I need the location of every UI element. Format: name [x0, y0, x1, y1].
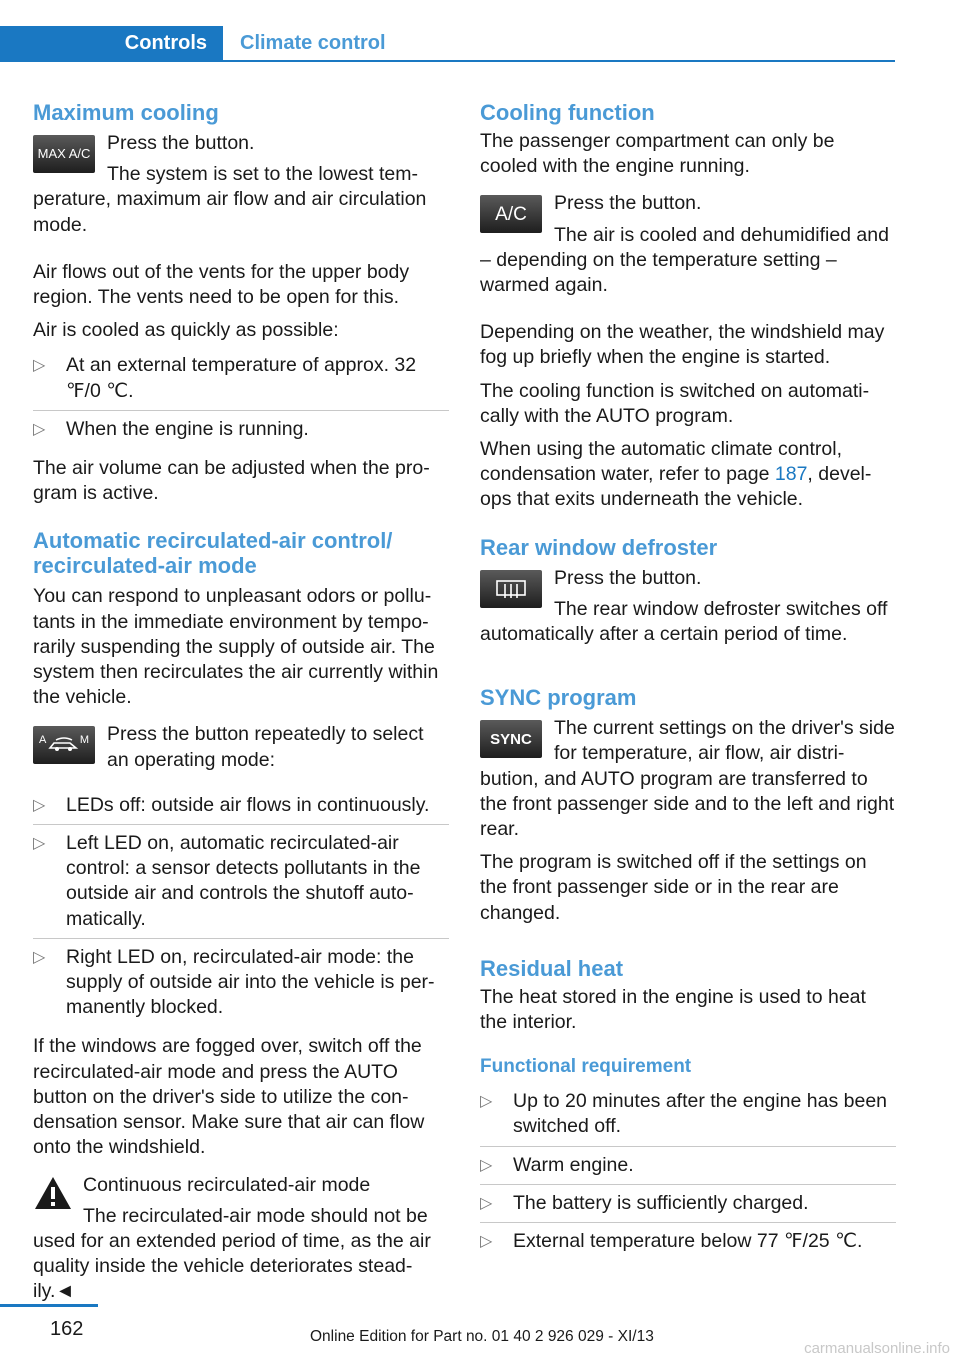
warning-triangle-icon [33, 1175, 73, 1211]
bullet-triangle-icon: ▷ [480, 1233, 493, 1251]
max-cooling-p1: Air flows out of the vents for the upper body region. The vents need to be open for this. [33, 260, 410, 309]
recirc-p2: If the windows are fogged over, switch off the recirculated-air mode and press the AUTO button on the driver's side to utilize the con‐densation sensor. Make sure that air can flow onto the windshield. [33, 1035, 425, 1159]
tab-controls[interactable]: Controls [0, 26, 223, 62]
warning-block [33, 1173, 449, 1313]
defroster-row [480, 566, 896, 656]
max-ac-intro-2: The system is set to the lowest tem‐perature, maximum air flow and air circulation mode. [33, 163, 427, 236]
bullet-triangle-icon: ▷ [33, 357, 46, 375]
recirc-list [33, 791, 449, 1027]
car-recirc-icon [46, 736, 82, 754]
list-item: ▷ Right LED on, recirculated-air mode: the supply of outside air into the vehicle is per‐manently blocked. [33, 938, 449, 1027]
sync-intro: The current settings on the driver's side for temperature, air flow, air distri‐bution, and AUTO program are transferred to the front passenger side and to the left and right rear. [480, 717, 895, 841]
list-item: ▷ Up to 20 minutes after the engine has been switched off. [480, 1090, 888, 1138]
bullet-triangle-icon: ▷ [33, 420, 46, 438]
cooling-p3: The cooling function is switched on automati‐cally with the AUTO program. [480, 379, 870, 427]
left-column [33, 100, 449, 1313]
section-title-max-cooling: Maximum cooling [33, 100, 219, 125]
bullet-triangle-icon: ▷ [33, 948, 46, 966]
section-title-defroster: Rear window defroster [480, 534, 718, 560]
defroster-intro-2: The rear window defroster switches off automatically after a certain period of time. [480, 597, 888, 646]
page-header [0, 0, 960, 62]
bullet-triangle-icon: ▷ [33, 796, 46, 814]
max-ac-button-icon: MAX A/C [33, 135, 95, 173]
page-number: 162 [50, 1318, 84, 1340]
defroster-button-icon [480, 570, 542, 608]
residual-p1: The heat stored in the engine is used to heat the interior. [480, 985, 866, 1034]
recirc-button-icon: A M [33, 726, 95, 764]
bullet-triangle-icon: ▷ [480, 1194, 493, 1212]
cooling-p2: Depending on the weather, the windshield may fog up briefly when the engine is started. [480, 321, 885, 369]
bullet-triangle-icon: ▷ [480, 1156, 493, 1174]
section-title-residual: Residual heat [480, 955, 624, 981]
cooling-p4: When using the automatic climate control, condensation water, refer to page 187, devel‐ops that exits underneath the vehicle. [480, 438, 872, 511]
watermark: carmanualsonline.info [804, 1340, 950, 1357]
ac-intro-2: The air is cooled and dehumidified and – depending on the temperature setting – warmed again. [480, 223, 889, 297]
bullet-triangle-icon: ▷ [480, 1093, 493, 1111]
list-item: ▷ External temperature below 77 ℉/25 ℃. [480, 1222, 896, 1260]
list-item: ▷ Left LED on, automatic recirculated-air control: a sensor detects pollutants in the outside air and controls the shutoff auto‐matically. [33, 824, 449, 938]
header-rule [223, 60, 895, 62]
sync-button-icon: SYNC [480, 720, 542, 758]
max-cooling-p3: The air volume can be adjusted when the pro‐gram is active. [33, 457, 430, 505]
warning-text: The recirculated-air mode should not be used for an extended period of time, as the air quality inside the vehicle deteriorates stead‐ily.◄ [33, 1204, 431, 1303]
warning-title: Continuous recirculated-air mode [83, 1173, 371, 1196]
section-title-recirc: Automatic recirculated-air control/ recirculated-air mode [33, 528, 393, 579]
max-cooling-p2: Air is cooled as quickly as possible: [33, 319, 339, 342]
subtitle-functional-requirement: Functional requirement [480, 1056, 692, 1078]
list-item: ▷ When the engine is running. [33, 410, 449, 448]
page-number-rule [0, 1304, 98, 1307]
list-item: ▷ LEDs off: outside air flows in continuously. [33, 791, 449, 824]
cooling-p1: The passenger compartment can only be cooled with the engine running. [480, 130, 835, 178]
list-item: ▷ At an external temperature of approx. 32 ℉/0 ℃. [33, 354, 417, 402]
tab-climate-control[interactable]: Climate control [240, 32, 386, 54]
page-ref-link[interactable]: 187 [774, 463, 808, 486]
sync-p1: The program is switched off if the settings on the front passenger side or in the rear are changed. [480, 851, 867, 924]
ac-row [480, 191, 896, 306]
max-ac-intro-1: Press the button. [107, 132, 255, 154]
bullet-triangle-icon: ▷ [33, 835, 46, 853]
ac-intro-1: Press the button. [554, 192, 702, 215]
recirc-button-row [33, 722, 449, 780]
rear-defrost-icon [494, 578, 528, 600]
recirc-button-text: Press the button repeatedly to select an operating mode: [107, 723, 424, 771]
recirc-p1: You can respond to unpleasant odors or pollu‐tants in the immediate environment by tempo‐rarily suspending the supply of outside air. The system then recirculates the air currently within the vehicle. [33, 585, 439, 709]
section-title-sync: SYNC program [480, 685, 637, 711]
max-cooling-list [33, 351, 449, 448]
section-title-cooling: Cooling function [480, 100, 655, 125]
residual-list [480, 1087, 896, 1260]
list-item: ▷ Warm engine. [480, 1146, 896, 1184]
edition-footer: Online Edition for Part no. 01 40 2 926 029 - XI/13 [310, 1328, 654, 1345]
sync-row [480, 716, 896, 850]
ac-button-icon: A/C [480, 195, 542, 233]
max-ac-row [33, 131, 449, 246]
right-column [480, 100, 896, 1268]
defroster-intro-1: Press the button. [554, 566, 702, 589]
list-item: ▷ The battery is sufficiently charged. [480, 1184, 896, 1222]
